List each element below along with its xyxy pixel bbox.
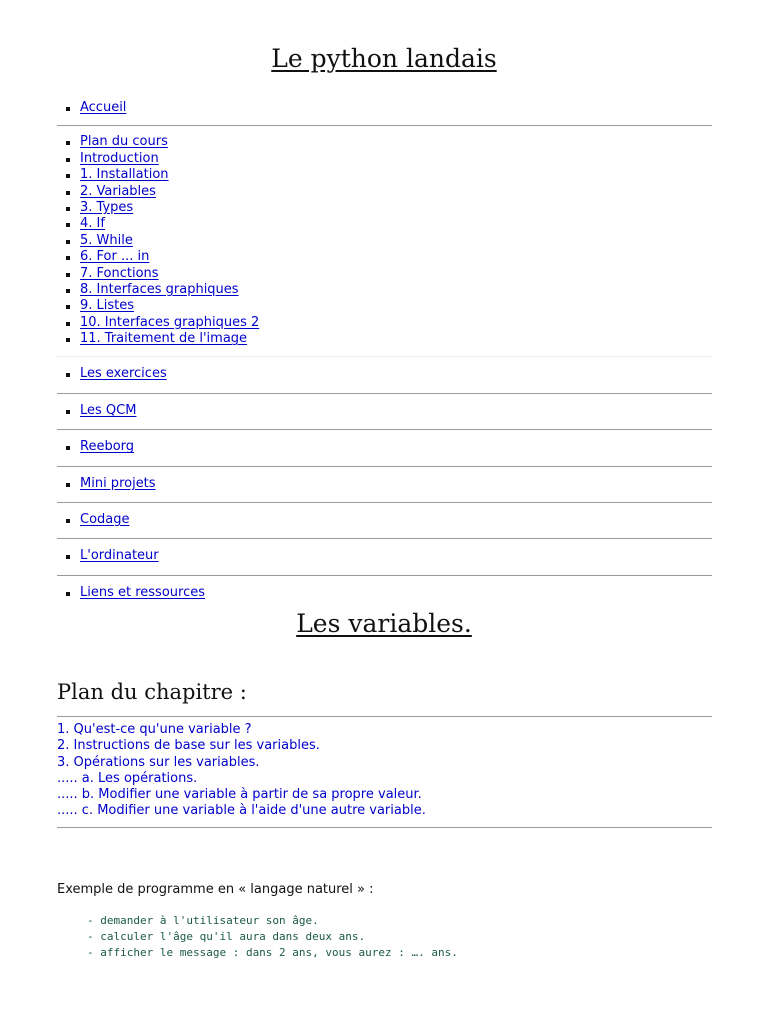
example-line: - calculer l'âge qu'il aura dans deux ans. xyxy=(87,930,366,944)
nav-link-mini-projets[interactable]: Mini projets xyxy=(80,475,156,491)
nav-divider xyxy=(57,538,712,539)
chapter-plan-list xyxy=(57,722,712,820)
plan-item[interactable]: 1. Qu'est-ce qu'une variable ? xyxy=(57,722,252,737)
nav-group-home xyxy=(57,100,712,116)
nav-item-course xyxy=(57,315,712,331)
nav-link-accueil[interactable]: Accueil xyxy=(80,100,127,115)
nav-link-liens-ressources[interactable]: Liens et ressources xyxy=(80,584,205,600)
nav-link-while[interactable]: 5. While xyxy=(80,232,133,248)
nav-group-qcm xyxy=(57,403,712,419)
plan-heading: Plan du chapitre : xyxy=(57,680,247,704)
nav-link-traitement-image[interactable]: 11. Traitement de l'image xyxy=(80,331,248,347)
nav-item-course xyxy=(57,298,712,314)
plan-item[interactable]: 3. Opérations sur les variables. xyxy=(57,754,260,770)
nav-link-introduction[interactable]: Introduction xyxy=(80,150,159,166)
nav-link-types[interactable]: 3. Types xyxy=(80,199,134,215)
nav-divider xyxy=(57,393,712,394)
nav-item-section xyxy=(57,439,712,455)
nav-link-ordinateur[interactable]: L'ordinateur xyxy=(80,548,159,564)
nav-group-mini-projets xyxy=(57,476,712,492)
nav-item-course xyxy=(57,233,712,249)
nav-link-variables[interactable]: 2. Variables xyxy=(80,183,156,199)
nav-link-installation[interactable]: 1. Installation xyxy=(80,167,169,183)
nav-link-reeborg[interactable]: Reeborg xyxy=(80,439,135,455)
nav-link-plan-du-cours[interactable]: Plan du cours xyxy=(80,134,168,150)
nav-item-section xyxy=(57,585,712,601)
nav-group-course xyxy=(57,134,712,347)
nav-link-fonctions[interactable]: 7. Fonctions xyxy=(80,265,159,281)
nav-item-section xyxy=(57,476,712,492)
nav-link-if[interactable]: 4. If xyxy=(80,216,105,232)
nav-group-exercices xyxy=(57,366,712,382)
nav-item-course xyxy=(57,167,712,183)
plan-item[interactable]: ..... c. Modifier une variable à l'aide d'une autre variable. xyxy=(57,803,426,819)
plan-divider-bottom xyxy=(57,827,712,828)
nav-item-course xyxy=(57,249,712,265)
nav-item-section xyxy=(57,403,712,419)
nav-link-interfaces-graphiques[interactable]: 8. Interfaces graphiques xyxy=(80,281,239,297)
nav-divider xyxy=(57,356,712,357)
nav-item-course xyxy=(57,282,712,298)
chapter-title: Les variables. xyxy=(296,609,472,638)
nav-link-codage[interactable]: Codage xyxy=(80,512,130,528)
nav-divider xyxy=(57,429,712,430)
nav-item-course xyxy=(57,200,712,216)
nav-divider xyxy=(57,125,712,126)
nav-item-course xyxy=(57,151,712,167)
example-line: - afficher le message : dans 2 ans, vous aurez : …. ans. xyxy=(87,946,458,960)
plan-item[interactable]: ..... b. Modifier une variable à partir de sa propre valeur. xyxy=(57,787,422,803)
nav-group-liens xyxy=(57,585,712,601)
nav-divider xyxy=(57,502,712,503)
main-navigation xyxy=(57,98,712,601)
site-title: Le python landais xyxy=(271,44,497,73)
nav-item-section xyxy=(57,512,712,528)
nav-item-course xyxy=(57,266,712,282)
nav-item-section xyxy=(57,548,712,564)
nav-link-for-in[interactable]: 6. For ... in xyxy=(80,249,150,265)
plan-item[interactable]: ..... a. Les opérations. xyxy=(57,770,198,786)
nav-link-exercices[interactable]: Les exercices xyxy=(80,366,167,382)
plan-divider-top xyxy=(57,716,712,717)
nav-item-section xyxy=(57,366,712,382)
natural-language-example xyxy=(87,913,458,962)
nav-group-codage xyxy=(57,512,712,528)
nav-item-course xyxy=(57,184,712,200)
example-intro: Exemple de programme en « langage naturel » : xyxy=(57,882,374,897)
nav-item-course xyxy=(57,216,712,232)
nav-group-ordinateur xyxy=(57,548,712,564)
example-line: - demander à l'utilisateur son âge. xyxy=(87,914,319,927)
nav-group-reeborg xyxy=(57,439,712,455)
nav-divider xyxy=(57,575,712,576)
nav-item-accueil xyxy=(57,100,712,116)
nav-item-course xyxy=(57,331,712,347)
nav-link-qcm[interactable]: Les QCM xyxy=(80,402,137,418)
nav-link-interfaces-graphiques-2[interactable]: 10. Interfaces graphiques 2 xyxy=(80,314,260,330)
plan-item[interactable]: 2. Instructions de base sur les variables. xyxy=(57,738,320,754)
nav-divider xyxy=(57,466,712,467)
nav-item-course xyxy=(57,134,712,150)
nav-link-listes[interactable]: 9. Listes xyxy=(80,298,135,314)
